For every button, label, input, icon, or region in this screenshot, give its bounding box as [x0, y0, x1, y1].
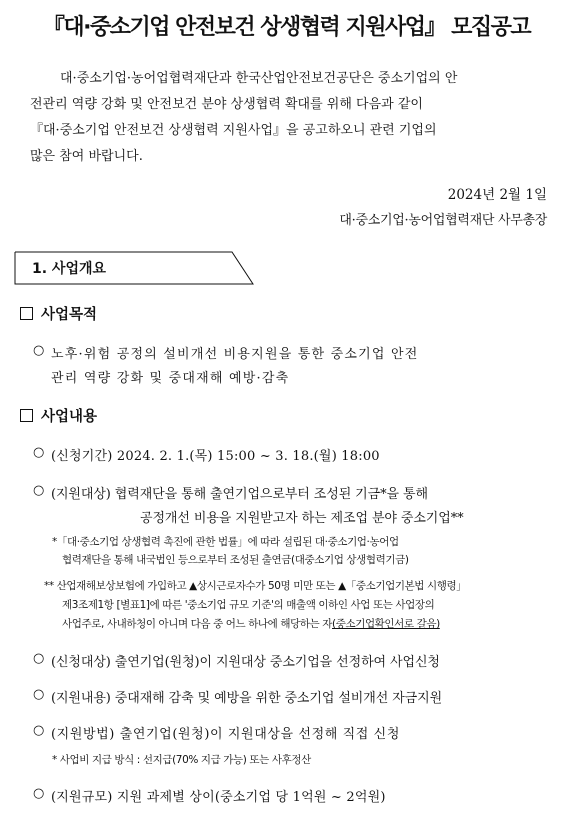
list-item — [33, 445, 553, 465]
footnote-line: 협력재단을 통해 내국법인 등으로부터 조성된 출연금(대중소기업 상생협력기금) — [62, 554, 409, 566]
content-heading — [20, 405, 97, 426]
circle-bullet-icon: ○ — [33, 343, 45, 358]
intro-line: 많은 참여 바랍니다. — [30, 149, 143, 164]
list-item — [33, 687, 553, 707]
support-text: (지원내용) 중대재해 감축 및 예방을 위한 중소기업 설비개선 자금지원 — [51, 691, 443, 706]
circle-bullet-icon: ○ — [33, 723, 45, 738]
list-item — [33, 367, 553, 387]
intro-line: 전관리 역량 강화 및 안전보건 분야 상생협력 확대를 위해 다음과 같이 — [30, 97, 423, 112]
target-line: (지원대상) 협력재단을 통해 출연기업으로부터 조성된 기금*을 통해 — [51, 487, 428, 502]
intro-line: 『대·중소기업 안전보건 상생협력 지원사업』을 공고하오니 관련 기업의 — [30, 123, 437, 138]
list-item — [33, 483, 553, 503]
footnote-line: ** 산업재해보상보험에 가입하고 ▲상시근로자수가 50명 미만 또는 ▲「중소기업기본법 시행령」 — [44, 580, 467, 592]
scale-text: (지원규모) 지원 과제별 상이(중소기업 당 1억원 ~ 2억원) — [51, 790, 386, 805]
purpose-heading — [20, 303, 97, 324]
signer: 대·중소기업·농어업협력재단 사무총장 — [339, 213, 547, 228]
applicant-text: (신청대상) 출연기업(원청)이 지원대상 중소기업을 선정하여 사업신청 — [51, 655, 440, 670]
circle-bullet-icon: ○ — [33, 651, 45, 666]
purpose-line: 관리 역량 강화 및 중대재해 예방·감축 — [51, 371, 290, 386]
footnote-line: 제3조제1항 [별표1]에 따른 '중소기업 규모 기준'의 매출액 이하인 사업 또는 사업장의 — [62, 599, 435, 611]
footnote-line: *「대·중소기업 상생협력 촉진에 관한 법률」에 따라 설립된 대·중소기업·농어업 — [52, 536, 399, 548]
section-header — [14, 251, 254, 285]
checkbox-square-icon — [20, 307, 33, 320]
intro-line: 대·중소기업·농어업협력재단과 한국산업안전보건공단은 중소기업의 안 — [60, 71, 458, 86]
list-item — [33, 343, 553, 363]
content-heading-text: 사업내용 — [41, 409, 98, 425]
announcement-date: 2024년 2월 1일 — [447, 187, 547, 203]
circle-bullet-icon: ○ — [33, 483, 45, 498]
footnote-text: 사업주로, 사내하청이 아니며 다음 중 어느 하나에 해당하는 자 — [62, 618, 333, 630]
method-text: (지원방법) 출연기업(원청)이 지원대상을 선정해 직접 신청 — [51, 727, 400, 742]
circle-bullet-icon: ○ — [33, 687, 45, 702]
circle-bullet-icon: ○ — [33, 445, 45, 460]
page-title: 『대·중소기업 안전보건 상생협력 지원사업』 모집공고 — [42, 15, 531, 40]
period-text: (신청기간) 2024. 2. 1.(목) 15:00 ~ 3. 18.(월) 18:00 — [51, 449, 380, 464]
footnote-line: * 사업비 지급 방식 : 선지급(70% 지급 가능) 또는 사후정산 — [52, 754, 311, 766]
footnote-underlined: (중소기업확인서로 갈음) — [332, 618, 440, 630]
list-item — [33, 786, 553, 806]
target-line: 공정개선 비용을 지원받고자 하는 제조업 분야 중소기업** — [140, 511, 464, 526]
list-item — [33, 723, 553, 743]
circle-bullet-icon: ○ — [33, 786, 45, 801]
footnote-line — [62, 616, 440, 631]
list-item — [33, 507, 553, 527]
purpose-line: 노후·위험 공정의 설비개선 비용지원을 통한 중소기업 안전 — [51, 347, 419, 362]
section-title: 1. 사업개요 — [32, 261, 107, 277]
purpose-heading-text: 사업목적 — [41, 307, 98, 323]
checkbox-square-icon — [20, 409, 33, 422]
list-item — [33, 651, 553, 671]
